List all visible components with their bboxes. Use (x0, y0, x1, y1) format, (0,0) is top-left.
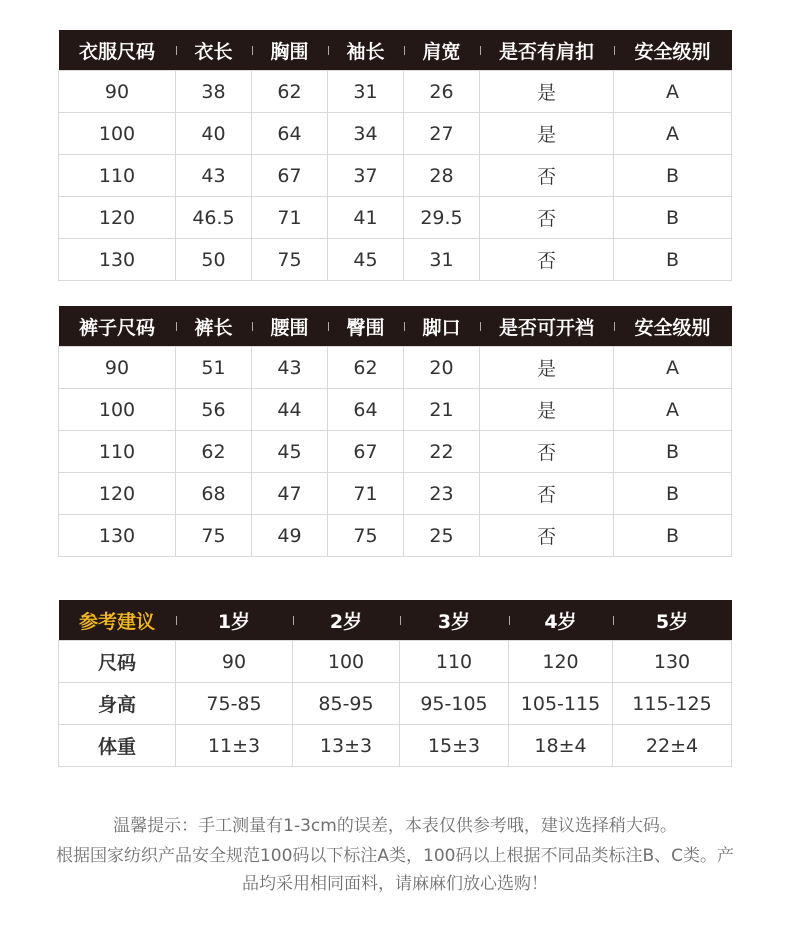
table-cell: 是 (480, 71, 614, 113)
table-cell: 20 (404, 347, 480, 389)
table-cell: A (614, 389, 732, 431)
table-cell: 130 (59, 515, 176, 557)
table-cell: 90 (59, 71, 176, 113)
reminder-note: 温馨提示：手工测量有1-3cm的误差，本表仅供参考哦，建议选择稍大码。 (113, 816, 677, 836)
table-cell: 71 (328, 473, 404, 515)
table-cell: 否 (480, 473, 614, 515)
table-row (59, 515, 732, 557)
table-cell: 100 (59, 389, 176, 431)
table-cell: 43 (176, 155, 252, 197)
table-row (59, 155, 732, 197)
header-cell: 衣长 (176, 30, 252, 71)
header-cell: 安全级别 (614, 30, 732, 71)
table-cell: 49 (252, 515, 328, 557)
table-cell: 22±4 (613, 725, 732, 767)
table-cell: 90 (59, 347, 176, 389)
table-cell: A (614, 113, 732, 155)
table-cell: 25 (404, 515, 480, 557)
row-label: 尺码 (59, 641, 176, 683)
table-row (59, 239, 732, 281)
table-cell: 31 (328, 71, 404, 113)
table-cell: B (614, 431, 732, 473)
table-cell: 38 (176, 71, 252, 113)
table-cell: 46.5 (176, 197, 252, 239)
table-cell: B (614, 197, 732, 239)
table-cell: 50 (176, 239, 252, 281)
header-cell: 3岁 (400, 600, 509, 641)
table-cell: 28 (404, 155, 480, 197)
table-cell: 31 (404, 239, 480, 281)
suggestion-header-label: 参考建议 (59, 600, 176, 641)
table-cell: 否 (480, 155, 614, 197)
table-cell: 130 (59, 239, 176, 281)
table-cell: 21 (404, 389, 480, 431)
table-cell: 115-125 (613, 683, 732, 725)
table-cell: 85-95 (293, 683, 400, 725)
header-cell: 1岁 (176, 600, 293, 641)
header-cell: 胸围 (252, 30, 328, 71)
table-cell: 62 (252, 71, 328, 113)
table-cell: B (614, 239, 732, 281)
table-cell: 67 (252, 155, 328, 197)
table-row (59, 641, 732, 683)
table-cell: 68 (176, 473, 252, 515)
header-cell: 2岁 (293, 600, 400, 641)
table-cell: 110 (59, 155, 176, 197)
table-cell: 120 (509, 641, 613, 683)
row-label: 身高 (59, 683, 176, 725)
table-cell: 56 (176, 389, 252, 431)
table-row (59, 431, 732, 473)
table-cell: B (614, 515, 732, 557)
table-cell: 44 (252, 389, 328, 431)
table-cell: 否 (480, 431, 614, 473)
header-cell: 衣服尺码 (59, 30, 176, 71)
header-cell: 4岁 (509, 600, 613, 641)
table-cell: 是 (480, 113, 614, 155)
table-cell: 71 (252, 197, 328, 239)
table-cell: 11±3 (176, 725, 293, 767)
pants-size-table (58, 306, 732, 557)
table-cell: 110 (400, 641, 509, 683)
table-row (59, 389, 732, 431)
table-row (59, 113, 732, 155)
table-cell: 120 (59, 197, 176, 239)
table-row (59, 725, 732, 767)
table-cell: 47 (252, 473, 328, 515)
header-cell: 臀围 (328, 306, 404, 347)
table-cell: 64 (328, 389, 404, 431)
table-cell: 43 (252, 347, 328, 389)
table-cell: 75-85 (176, 683, 293, 725)
table-cell: 否 (480, 515, 614, 557)
table-cell: 62 (328, 347, 404, 389)
table-cell: 否 (480, 197, 614, 239)
table-cell: B (614, 155, 732, 197)
table-row (59, 71, 732, 113)
table-cell: 67 (328, 431, 404, 473)
table-cell: 37 (328, 155, 404, 197)
table-cell: 110 (59, 431, 176, 473)
table-cell: 15±3 (400, 725, 509, 767)
table-cell: 95-105 (400, 683, 509, 725)
table-cell: 41 (328, 197, 404, 239)
table-cell: 27 (404, 113, 480, 155)
table-cell: 否 (480, 239, 614, 281)
table-cell: 是 (480, 347, 614, 389)
table-header-row (59, 30, 732, 71)
header-cell: 5岁 (613, 600, 732, 641)
row-label: 体重 (59, 725, 176, 767)
header-cell: 裤子尺码 (59, 306, 176, 347)
header-cell: 裤长 (176, 306, 252, 347)
table-cell: 105-115 (509, 683, 613, 725)
header-cell: 是否可开裆 (480, 306, 614, 347)
table-row (59, 347, 732, 389)
table-cell: B (614, 473, 732, 515)
table-header-row (59, 600, 732, 641)
table-cell: 45 (328, 239, 404, 281)
table-cell: 100 (293, 641, 400, 683)
table-cell: 是 (480, 389, 614, 431)
table-cell: 23 (404, 473, 480, 515)
header-cell: 袖长 (328, 30, 404, 71)
table-cell: 64 (252, 113, 328, 155)
table-cell: 130 (613, 641, 732, 683)
table-header-row (59, 306, 732, 347)
table-cell: 40 (176, 113, 252, 155)
age-suggestion-table (58, 600, 732, 767)
top-size-table (58, 30, 732, 281)
header-cell: 安全级别 (614, 306, 732, 347)
table-row (59, 473, 732, 515)
header-cell: 腰围 (252, 306, 328, 347)
table-row (59, 683, 732, 725)
table-cell: 51 (176, 347, 252, 389)
table-row (59, 197, 732, 239)
table-cell: 90 (176, 641, 293, 683)
table-cell: 75 (328, 515, 404, 557)
table-cell: 29.5 (404, 197, 480, 239)
table-cell: 62 (176, 431, 252, 473)
table-cell: 13±3 (293, 725, 400, 767)
safety-standard-note: 根据国家纺织产品安全规范100码以下标注A类，100码以上根据不同品类标注B、C类。产品均采用相同面料，请麻麻们放心选购！ (55, 846, 735, 894)
table-cell: 100 (59, 113, 176, 155)
table-cell: 75 (252, 239, 328, 281)
table-cell: A (614, 71, 732, 113)
table-cell: 45 (252, 431, 328, 473)
table-cell: 34 (328, 113, 404, 155)
header-cell: 是否有肩扣 (480, 30, 614, 71)
table-cell: A (614, 347, 732, 389)
table-cell: 22 (404, 431, 480, 473)
header-cell: 脚口 (404, 306, 480, 347)
table-cell: 75 (176, 515, 252, 557)
table-cell: 26 (404, 71, 480, 113)
table-cell: 18±4 (509, 725, 613, 767)
header-cell: 肩宽 (404, 30, 480, 71)
table-cell: 120 (59, 473, 176, 515)
